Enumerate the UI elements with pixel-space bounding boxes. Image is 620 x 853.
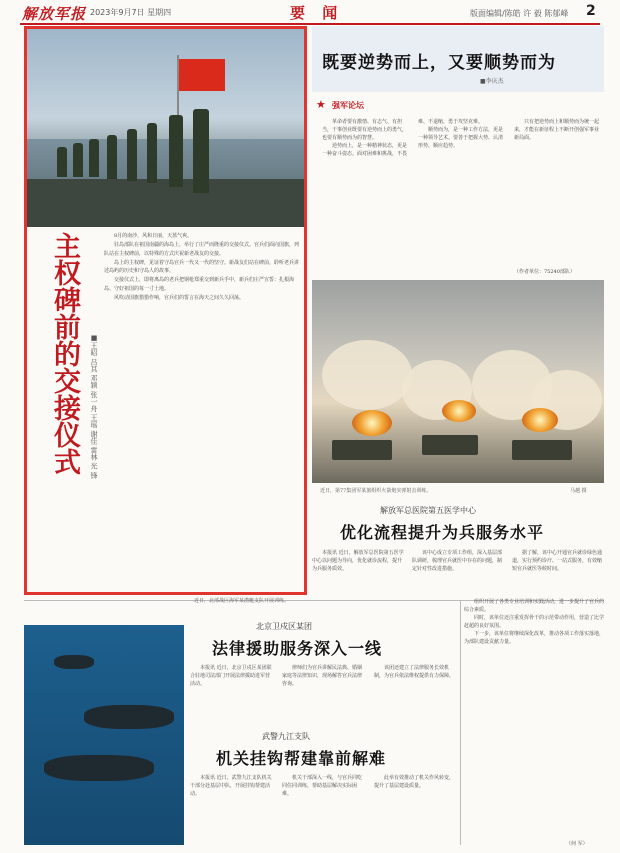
artillery-caption: 近日，第77集团军某旅组织火箭炮实弹射击训练。 bbox=[320, 488, 432, 494]
beijing-paragraph: 律师们为官兵讲解民法典、婚姻家庭等法律知识，现场解答官兵法律咨询。 bbox=[282, 665, 363, 687]
section-title: 要 闻 bbox=[290, 4, 344, 22]
story2-paragraph: 本报讯 近日，解放军总医院第五医学中心以问题为导向，优化就诊流程，提升为兵服务质效。 bbox=[312, 550, 404, 573]
soldier-figure bbox=[193, 109, 209, 193]
submarine-shape bbox=[44, 755, 154, 781]
editors-line: 版面编辑/陈皓 许 毅 陈郁峰 bbox=[470, 9, 569, 18]
newspaper-logo: 解放军报 bbox=[22, 5, 87, 23]
commentary-paragraph: 革命者要有激情、有志气、有担当，干事创业既要有逆势而上的勇气，也要有顺势而为的智慧。 bbox=[322, 119, 408, 142]
wujing-title: 机关挂钩帮建靠前解难 bbox=[216, 749, 387, 768]
commentary-body bbox=[322, 118, 602, 158]
submarine-photo bbox=[24, 625, 184, 845]
beijing-paragraph: 该团还建立了法律服务长效机制，为官兵依法维权提供有力保障。 bbox=[374, 665, 455, 679]
lead-paragraph: 驻岛部队在祖国南疆的海岛上，举行了庄严而隆重的交接仪式。官兵们面向国旗，列队站在主权碑前，以特殊的方式庆祝新老战友的交接。 bbox=[104, 242, 300, 257]
submarine-caption: 近日，北部战区海军某潜艇支队开展训练。 bbox=[194, 598, 290, 604]
soldier-figure bbox=[127, 129, 137, 181]
soldier-figure bbox=[107, 135, 117, 179]
star-icon: ★ bbox=[316, 98, 326, 111]
masthead-rule bbox=[20, 23, 600, 25]
flag-ceremony-photo bbox=[27, 29, 304, 227]
commentary-paragraph: 逆势而上，是一种精神状态，更是一种奋斗姿态。面对困难和挑战，不畏难、不退缩，勇于攻坚克难。 bbox=[322, 119, 484, 158]
launcher-vehicle bbox=[332, 440, 392, 460]
lead-paragraph: 8月的南沙，风和日丽，天蓝气爽。 bbox=[114, 233, 193, 239]
beijing-body bbox=[190, 664, 458, 688]
story2-kicker: 解放军总医院第五医学中心 bbox=[380, 506, 476, 515]
commentary-signature: （作者单位：75240部队） bbox=[514, 269, 575, 275]
soldier-figure bbox=[169, 115, 183, 187]
right-column-body bbox=[464, 598, 604, 646]
commentary-paragraph: 只有把逆势而上和顺势而为统一起来，才能在新征程上不断开创强军事业新局面。 bbox=[514, 119, 600, 142]
right-column-signature: （何 军） bbox=[566, 841, 588, 847]
lead-headline: 主权碑前的交接仪式 bbox=[49, 232, 80, 475]
wujing-body bbox=[190, 774, 458, 798]
rocket-artillery-photo bbox=[312, 280, 604, 483]
wujing-paragraph: 此举有效推动了机关作风转变，提升了基层建设质量。 bbox=[374, 775, 455, 789]
commentary-title: 既要逆势而上，又要顺势而为 bbox=[322, 53, 556, 73]
submarine-shape bbox=[84, 705, 174, 729]
wujing-paragraph: 机关干部深入一线，与官兵同吃同住同训练，帮助基层解决实际困难。 bbox=[282, 775, 363, 797]
flag-icon bbox=[179, 59, 225, 91]
commentary-section bbox=[312, 26, 604, 276]
lead-byline: ■王昭 吕其 邓颖 张一舟 王瑶 谢佳 雷林 光 锋 bbox=[90, 334, 98, 479]
story2-title: 优化流程提升为兵服务水平 bbox=[340, 523, 545, 542]
wujing-paragraph: 本报讯 近日，武警九江支队机关干部分赴基层中队，开展挂钩帮建活动。 bbox=[190, 775, 272, 797]
story2-paragraph: 据了解，该中心开通官兵就诊绿色通道，实行预约诊疗、一站式服务，有效缩短官兵就医等候时间。 bbox=[512, 550, 603, 573]
column-tag: 强军论坛 bbox=[332, 100, 364, 110]
right-column-paragraph: 下一步，该单位将继续深化改革，推动各项工作落实落地，为部队建设贡献力量。 bbox=[464, 631, 605, 645]
artillery-photo-credit: 马越 摄 bbox=[570, 488, 587, 494]
column-divider bbox=[460, 600, 461, 845]
soldier-figure bbox=[73, 143, 83, 177]
lead-body bbox=[104, 232, 302, 303]
launcher-vehicle bbox=[422, 435, 478, 455]
lead-paragraph: 交接仪式上，即将离岛的老兵把钢枪郑重交到新兵手中，新兵们庄严宣誓：扎根海岛、守好祖国的每一寸土地。 bbox=[104, 277, 295, 292]
soldier-figure bbox=[147, 123, 157, 183]
issue-date: 2023年9月7日 星期四 bbox=[90, 8, 172, 17]
lead-paragraph: 风吹动国旗猎猎作响，官兵们的誓言在海天之间久久回荡。 bbox=[114, 295, 245, 302]
lead-paragraph: 岛上的主权碑，见证着守岛官兵一代又一代的坚守。新战友们站在碑前，聆听老兵讲述岛屿的历史和守岛人的故事。 bbox=[104, 259, 300, 275]
right-column-paragraph: 同时，该单位还注重发挥骨干的示范带动作用，营造了比学赶超的良好氛围。 bbox=[464, 615, 605, 629]
soldier-figure bbox=[57, 147, 67, 177]
beijing-kicker: 北京卫戍区某团 bbox=[256, 622, 312, 631]
masthead bbox=[0, 0, 620, 24]
beijing-paragraph: 本报讯 近日，北京卫戍区某团联合驻地司法部门开展法律援助进军营活动。 bbox=[190, 665, 272, 687]
commentary-author: ■李庆杰 bbox=[480, 78, 504, 85]
right-column-paragraph: 组织开展了各类专业培训和实践活动，进一步提升了官兵的综合素质。 bbox=[464, 599, 605, 613]
story2-body bbox=[312, 549, 604, 574]
commentary-paragraph: 顺势而为，是一种工作方法，更是一种领导艺术。要善于把握大势、认清形势、顺应趋势。 bbox=[418, 127, 504, 150]
launcher-vehicle bbox=[512, 440, 572, 460]
boat-shape bbox=[54, 655, 94, 669]
beijing-title: 法律援助服务深入一线 bbox=[212, 639, 383, 658]
page-number: 2 bbox=[586, 3, 596, 19]
story2-paragraph: 该中心成立专项工作组，深入基层部队调研，梳理官兵就医中存在的问题，制定针对性改进措施。 bbox=[412, 550, 503, 573]
wujing-kicker: 武警九江支队 bbox=[262, 732, 310, 741]
soldier-figure bbox=[89, 139, 99, 177]
